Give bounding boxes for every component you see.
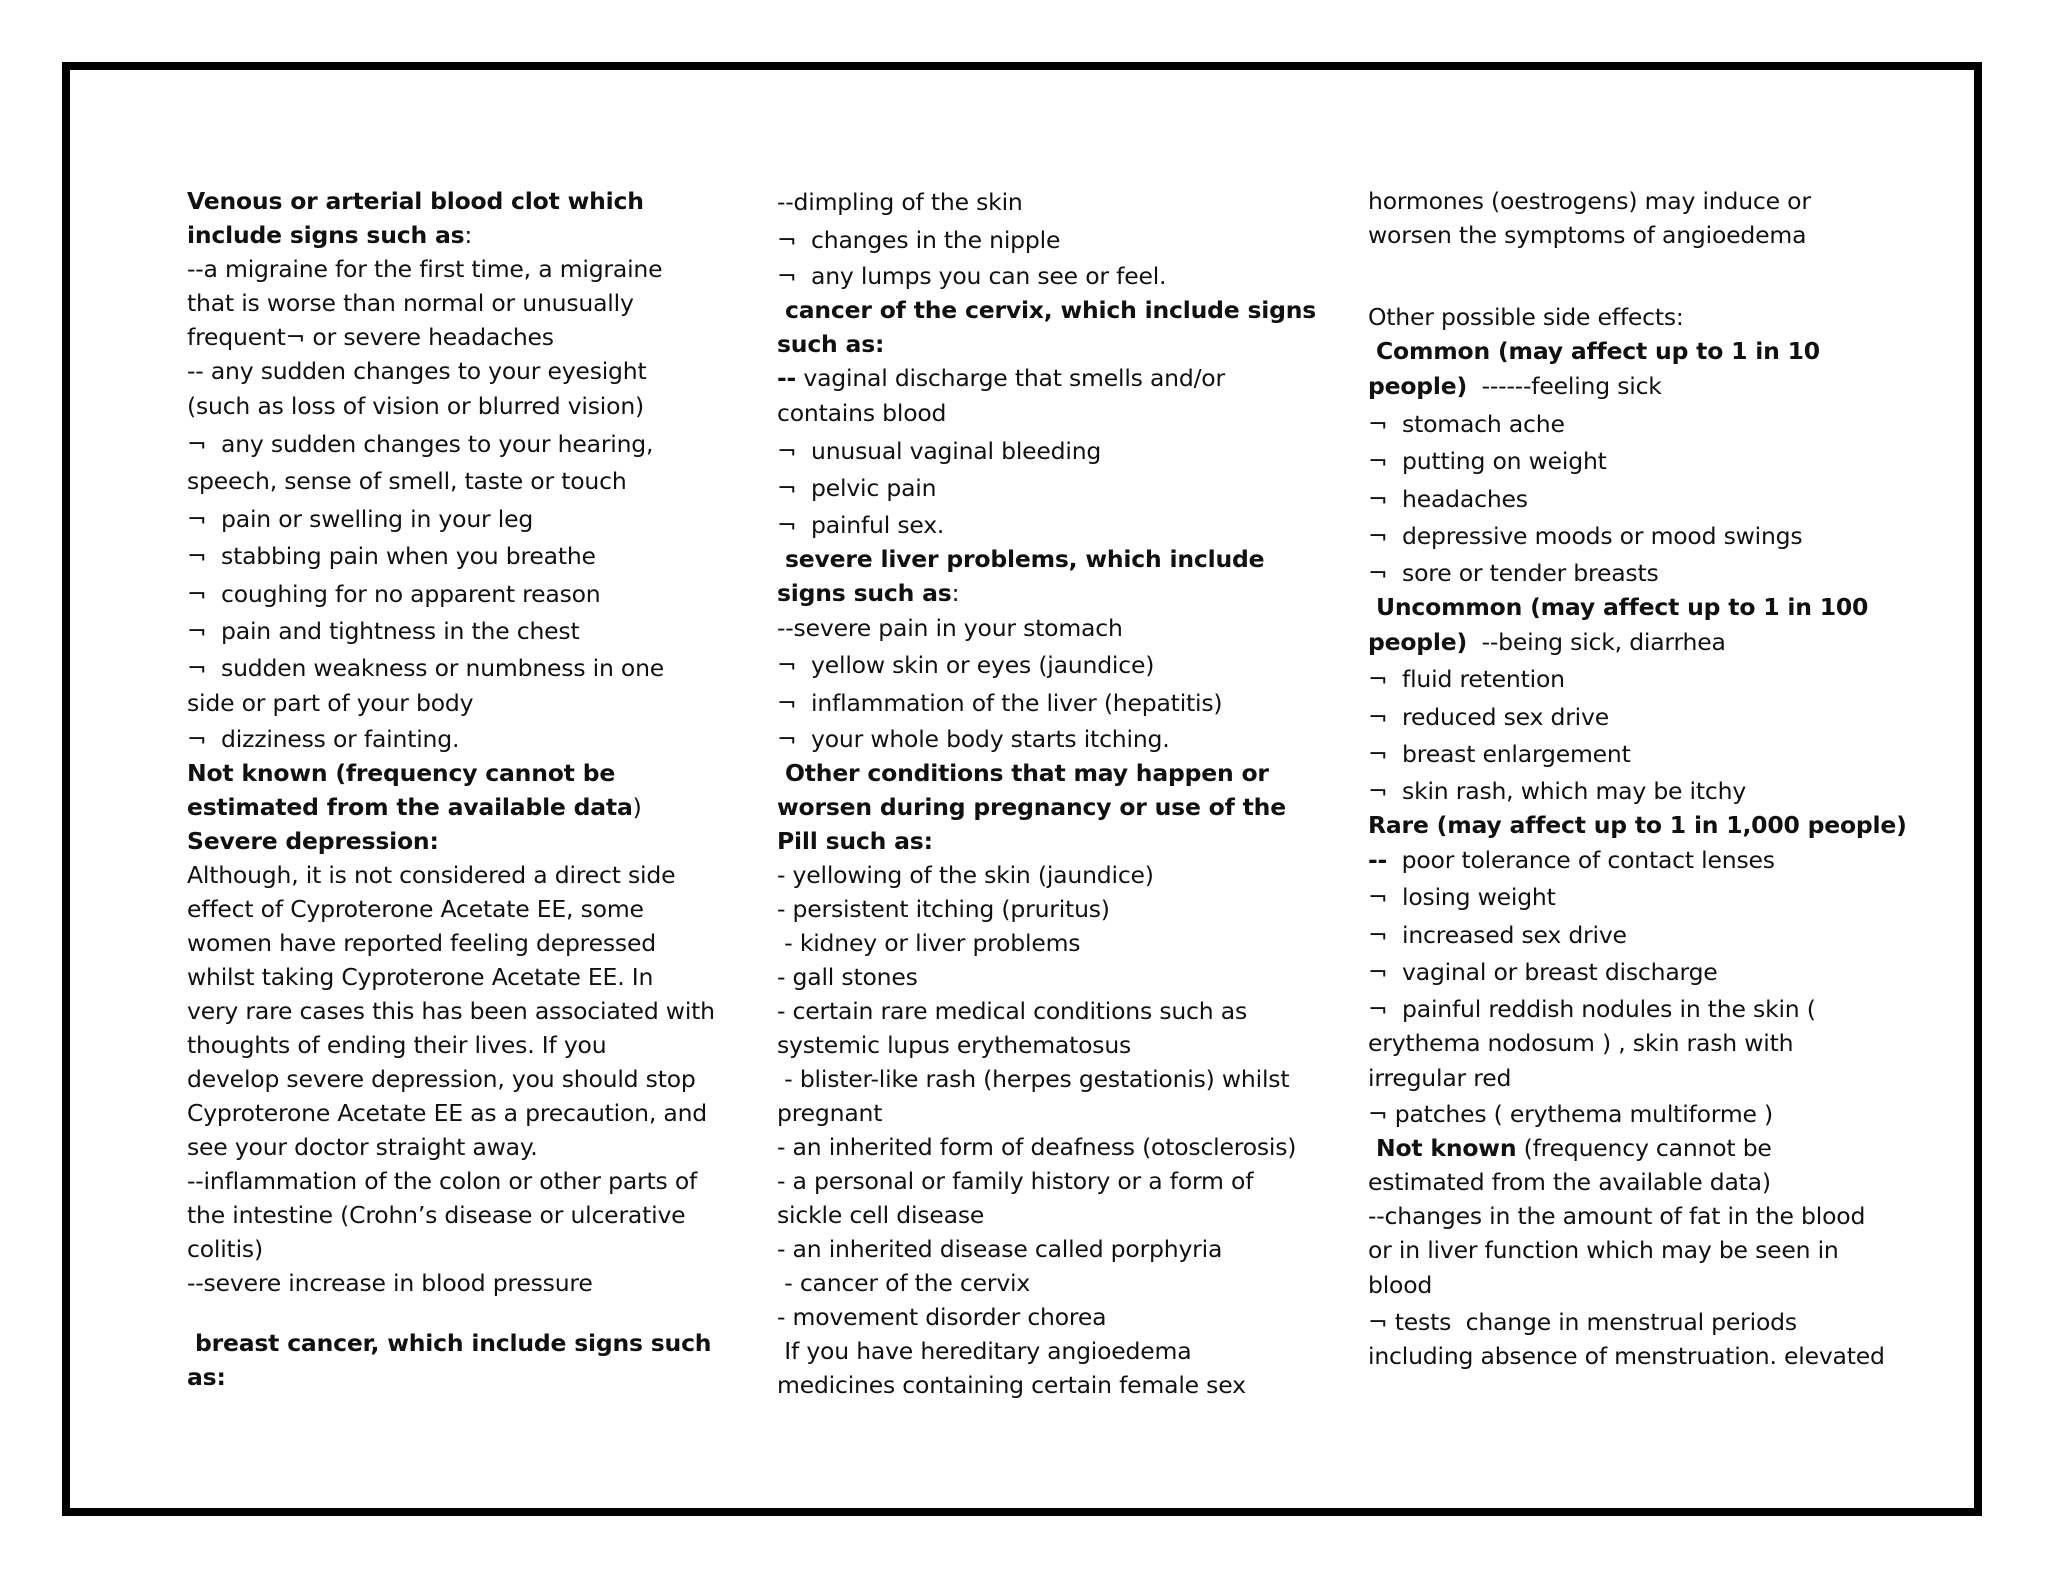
- text-line: pregnant: [777, 1099, 883, 1127]
- text-line: If you have hereditary angioedema: [777, 1337, 1192, 1365]
- text-line: medicines containing certain female sex: [777, 1371, 1246, 1399]
- text-line: colitis): [187, 1235, 263, 1263]
- text-line: --severe increase in blood pressure: [187, 1269, 593, 1297]
- heading-rare: Rare (may affect up to 1 in 1,000 people): [1368, 810, 1907, 839]
- text-line: - an inherited form of deafness (otosclerosis): [777, 1133, 1297, 1161]
- list-item: ¬ skin rash, which may be itchy: [1368, 776, 1747, 805]
- heading-blood-clot: Venous or arterial blood clot which: [187, 187, 644, 215]
- text-line: Although, it is not considered a direct side: [187, 861, 676, 889]
- heading-not-known-cont: estimated from the available data): [187, 793, 642, 821]
- heading-not-known-c3: Not known (frequency cannot be: [1368, 1134, 1772, 1162]
- text-line: see your doctor straight away.: [187, 1133, 538, 1161]
- text-line: --inflammation of the colon or other parts of: [187, 1167, 698, 1195]
- heading-common-cont: people) ------feeling sick: [1368, 372, 1662, 400]
- list-item: ¬ tests change in menstrual periods: [1368, 1307, 1797, 1336]
- text-line: whilst taking Cyproterone Acetate EE. In: [187, 963, 654, 991]
- heading-cervix-cont: such as:: [777, 330, 885, 358]
- list-item: ¬ patches ( erythema multiforme ): [1368, 1100, 1774, 1128]
- text-line: frequent¬ or severe headaches: [187, 323, 554, 351]
- list-item: ¬ pain and tightness in the chest: [187, 617, 580, 645]
- list-item: ¬ pelvic pain: [777, 474, 937, 502]
- text-line: including absence of menstruation. elevated: [1368, 1341, 1885, 1370]
- list-item: ¬ putting on weight: [1368, 447, 1607, 475]
- text-line: speech, sense of smell, taste or touch: [187, 467, 627, 495]
- list-item: ¬ fluid retention: [1368, 665, 1565, 693]
- text-line: contains blood: [777, 399, 947, 427]
- list-item: ¬ inflammation of the liver (hepatitis): [777, 688, 1223, 717]
- list-item: ¬ breast enlargement: [1368, 740, 1631, 768]
- column-1: [187, 184, 715, 1394]
- list-item: ¬ sore or tender breasts: [1368, 558, 1659, 587]
- list-item: ¬ losing weight: [1368, 883, 1556, 911]
- heading-other-conditions: Other conditions that may happen or: [777, 759, 1269, 787]
- text-line: the intestine (Crohn’s disease or ulcerative: [187, 1201, 686, 1229]
- list-item: ¬ unusual vaginal bleeding: [777, 436, 1102, 465]
- text-line: - kidney or liver problems: [777, 929, 1081, 957]
- list-item: ¬ yellow skin or eyes (jaundice): [777, 651, 1155, 679]
- list-item: ¬ stabbing pain when you breathe: [187, 542, 596, 570]
- text-line: worsen the symptoms of angioedema: [1368, 221, 1807, 249]
- text-line: - blister-like rash (herpes gestationis) whilst: [777, 1065, 1290, 1093]
- list-item: ¬ depressive moods or mood swings: [1368, 522, 1803, 550]
- list-item: ¬ increased sex drive: [1368, 920, 1627, 949]
- heading-blood-clot-cont: include signs such as:: [187, 221, 473, 249]
- heading-uncommon-cont: people) --being sick, diarrhea: [1368, 627, 1726, 656]
- heading-uncommon: Uncommon (may affect up to 1 in 100: [1368, 592, 1869, 621]
- text-line: that is worse than normal or unusually: [187, 289, 634, 317]
- text-line: - an inherited disease called porphyria: [777, 1235, 1223, 1263]
- list-item: ¬ changes in the nipple: [777, 225, 1061, 254]
- text-line: - certain rare medical conditions such as: [777, 997, 1247, 1025]
- text-line: Other possible side effects:: [1368, 303, 1684, 331]
- list-item: ¬ stomach ache: [1368, 409, 1565, 438]
- text-line: -- poor tolerance of contact lenses: [1368, 845, 1775, 874]
- list-item: ¬ painful sex.: [777, 510, 945, 539]
- column-2: [777, 184, 1317, 1402]
- heading-breast-cancer-cont: as:: [187, 1363, 226, 1391]
- text-line: --changes in the amount of fat in the blood: [1368, 1202, 1866, 1230]
- text-line: hormones (oestrogens) may induce or: [1368, 187, 1811, 215]
- list-item: ¬ coughing for no apparent reason: [187, 579, 601, 608]
- text-line: (such as loss of vision or blurred vision): [187, 392, 644, 420]
- list-item: ¬ any lumps you can see or feel.: [777, 262, 1167, 290]
- heading-other-conditions-cont: Pill such as:: [777, 827, 933, 855]
- text-line: Cyproterone Acetate EE as a precaution, and: [187, 1099, 708, 1127]
- text-line: side or part of your body: [187, 688, 474, 717]
- text-line: effect of Cyproterone Acetate EE, some: [187, 895, 644, 923]
- list-item: ¬ any sudden changes to your hearing,: [187, 429, 654, 458]
- text-line: --severe pain in your stomach: [777, 613, 1123, 642]
- heading-common: Common (may affect up to 1 in 10: [1368, 337, 1820, 365]
- text-line: estimated from the available data): [1368, 1168, 1771, 1196]
- text-line: irregular red: [1368, 1063, 1512, 1092]
- text-line: thoughts of ending their lives. If you: [187, 1031, 607, 1059]
- heading-liver-cont: signs such as:: [777, 578, 960, 607]
- list-item: ¬ pain or swelling in your leg: [187, 504, 534, 533]
- text-line: - gall stones: [777, 963, 918, 991]
- text-line: -- vaginal discharge that smells and/or: [777, 364, 1225, 392]
- column-3: [1368, 184, 1907, 1373]
- text-line: - cancer of the cervix: [777, 1269, 1031, 1297]
- heading-severe-depression: Severe depression:: [187, 827, 439, 855]
- text-line: women have reported feeling depressed: [187, 929, 656, 957]
- list-item: ¬ dizziness or fainting.: [187, 725, 460, 753]
- text-line: - yellowing of the skin (jaundice): [777, 861, 1154, 889]
- list-item: ¬ vaginal or breast discharge: [1368, 958, 1718, 986]
- text-line: develop severe depression, you should stop: [187, 1065, 696, 1093]
- heading-breast-cancer: breast cancer, which include signs such: [187, 1329, 712, 1357]
- heading-other-conditions-cont: worsen during pregnancy or use of the: [777, 793, 1286, 821]
- text-line: --dimpling of the skin: [777, 188, 1023, 216]
- list-item: ¬ your whole body starts itching.: [777, 725, 1170, 753]
- list-item: ¬ reduced sex drive: [1368, 702, 1609, 731]
- heading-not-known: Not known (frequency cannot be: [187, 759, 616, 787]
- text-line: - persistent itching (pruritus): [777, 895, 1110, 923]
- text-line: very rare cases this has been associated with: [187, 997, 715, 1025]
- list-item: ¬ painful reddish nodules in the skin (: [1368, 994, 1816, 1023]
- heading-liver: severe liver problems, which include: [777, 544, 1265, 573]
- text-line: - movement disorder chorea: [777, 1303, 1107, 1331]
- text-line: --a migraine for the first time, a migraine: [187, 255, 663, 283]
- text-line: - a personal or family history or a form of: [777, 1167, 1254, 1195]
- list-item: ¬ sudden weakness or numbness in one: [187, 653, 665, 682]
- heading-cervix: cancer of the cervix, which include signs: [777, 296, 1317, 324]
- list-item: ¬ headaches: [1368, 484, 1528, 513]
- text-line: sickle cell disease: [777, 1201, 985, 1229]
- text-line: -- any sudden changes to your eyesight: [187, 357, 647, 385]
- text-line: or in liver function which may be seen in: [1368, 1236, 1839, 1264]
- text-line: erythema nodosum ) , skin rash with: [1368, 1028, 1794, 1057]
- text-line: blood: [1368, 1271, 1433, 1299]
- text-line: systemic lupus erythematosus: [777, 1031, 1132, 1059]
